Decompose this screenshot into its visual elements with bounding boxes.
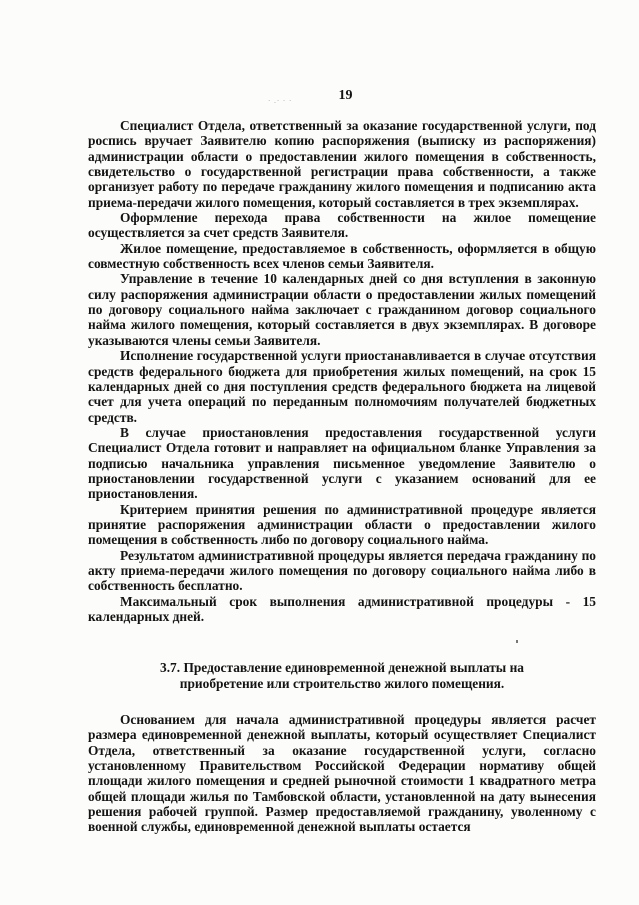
section-heading-line: 3.7. Предоставление единовременной денежной выплаты на — [160, 660, 524, 675]
paragraph-max-duration: Максимальный срок выполнения административной процедуры - 15 календарных дней. — [88, 593, 596, 624]
scan-artifact: · .· · · — [268, 97, 293, 105]
paragraph-suspension-notice: В случае приостановления предоставления государственной услуги Специалист Отдела готовит и направляет на официальном бланке Управления за подписью начальника управления письменное уведомление Заявителю о приостановлении государственной услуги с указанием оснований для ее приостановления. — [88, 424, 596, 502]
scan-artifact — [516, 640, 518, 643]
paragraph-handover: Специалист Отдела, ответственный за оказание государственной услуги, под роспись вручает Заявителю копию распоряжения (выписку из распоряжения) администрации области о предоставлении жилого помещения в собственность, свидетельство о государственной регистрации права собственности, а также организует работу по передаче гражданину жилого помещения и подписанию акта приема-передачи жилого помещения, который составляется в трех экземплярах. — [88, 118, 596, 210]
body-section-1 — [88, 118, 596, 624]
paragraph-suspension: Исполнение государственной услуги приостанавливается в случае отсутствия средств федерального бюджета для приобретения жилых помещений, на срок 15 календарных дней со дня поступления средств федерального бюджета на лицевой счет для учета операций по переданным полномочиям получателей бюджетных средств. — [88, 348, 596, 425]
paragraph-procedure-result: Результатом административной процедуры является передача гражданину по акту приема-передачи жилого помещения по договору социального найма либо в собственность бесплатно. — [88, 547, 596, 594]
section-heading-line: приобретение или строительство жилого помещения. — [179, 676, 505, 691]
page-number: 19 — [338, 88, 353, 103]
paragraph-ownership-transfer: Оформление перехода права собственности на жилое помещение осуществляется за счет средств Заявителя. — [88, 210, 596, 241]
paragraph-social-lease: Управление в течение 10 календарных дней со дня вступления в законную силу распоряжения администрации области о предоставлении жилых помещений по договору социального найма заключает с гражданином договор социального найма жилого помещения, который составляется в двух экземплярах. В договоре указываются члены семьи Заявителя. — [88, 271, 596, 348]
paragraph-joint-ownership: Жилое помещение, предоставляемое в собственность, оформляется в общую совместную собственность всех членов семьи Заявителя. — [88, 240, 596, 272]
paragraph-decision-criterion: Критерием принятия решения по административной процедуре является принятие распоряжения администрации области о предоставлении жилого помещения в собственность либо по договору социального найма. — [88, 501, 596, 548]
paragraph-payment-basis: Основанием для начала административной процедуры является расчет размера единовременной денежной выплаты, который осуществляет Специалист Отдела, ответственный за оказание государственной услуги, согласно установленному Правительством Российской Федерации нормативу общей площади жилого помещения и средней рыночной стоимости 1 квадратного метра общей площади жилья по Тамбовской области, установленной на дату вынесения решения рабочей группой. Размер предоставляемой гражданину, уволенному с военной службы, единовременной денежной выплаты остается — [88, 712, 596, 835]
body-section-2 — [88, 712, 596, 835]
section-heading — [88, 660, 596, 692]
